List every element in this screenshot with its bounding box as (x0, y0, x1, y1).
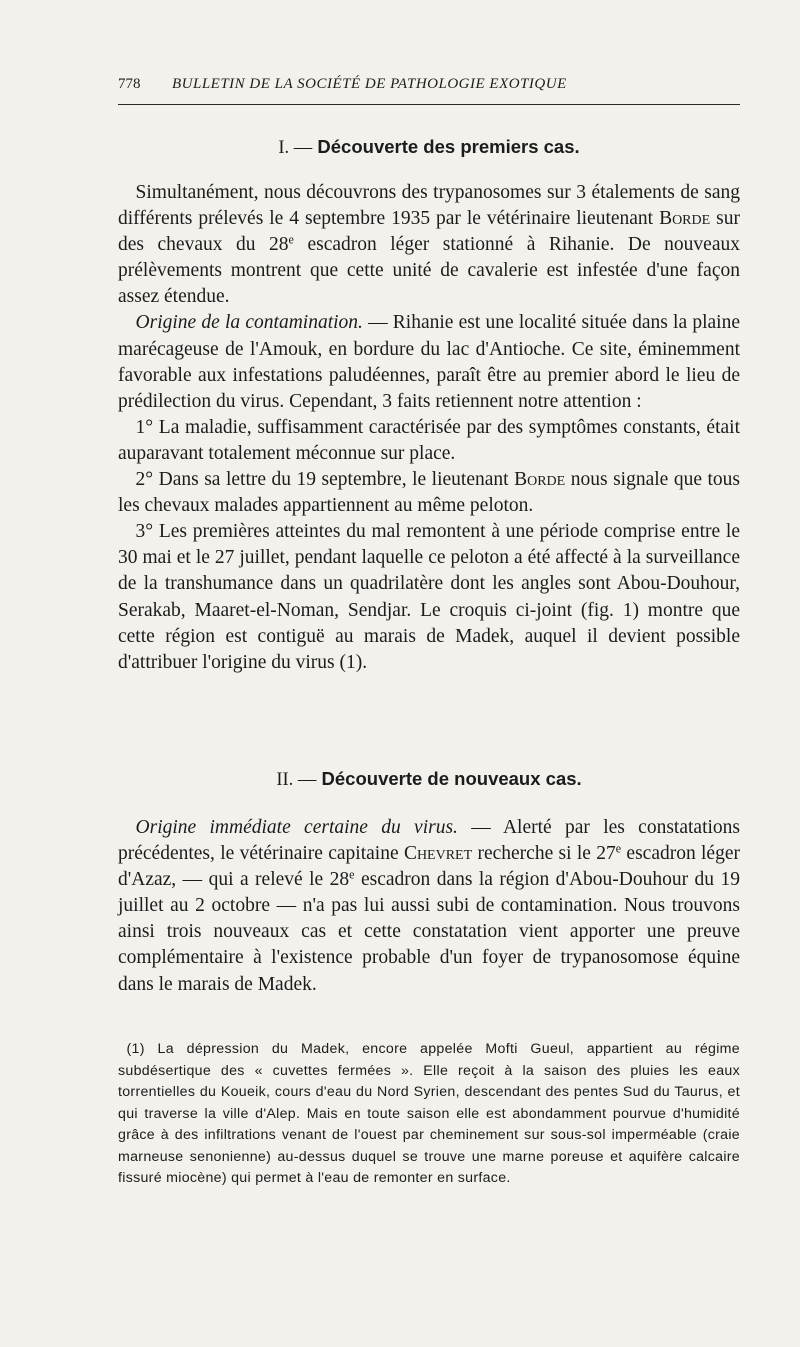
text-run: sur des chevaux du 28 (118, 208, 740, 256)
text-run: escadron dans la région d'Abou-Douhour du 19 juillet au 2 octobre — n'a pas lui aussi subi de contamination. Nous trouvons ainsi trois nouveaux cas et cette constatation vient apporter une preuve complémentaire à l'existence probable d'un foyer de trypanosomose équine dans le marais de Madek. (118, 869, 740, 995)
author-name: Chevret (403, 843, 473, 865)
text-run: recherche si le 27 (472, 843, 616, 865)
header-rule (118, 104, 740, 105)
text-run: escadron léger d'Azaz, — qui a relevé le 28 (118, 843, 740, 891)
footnote-text: (1) La dépression du Madek, encore appelée Mofti Gueul, appartient au régime subdésertique des « cuvettes fermées ». Elle reçoit à la saison des pluies les eaux torrentielles du Koueik, cours d'eau du Nord Syrien, descendant des pentes Sud du Taurus, et qui traverse la ville d'Alep. Mais en toute saison elle est abondamment pourvue d'humidité grâce à des infiltrations venant de l'ouest par cheminement sur sous-sol imperméable (craie marneuse senonienne) au-dessus duquel se trouve une marne poreuse et aquifère calcaire fissuré miocène) qui permet à l'eau de remonter en surface. (118, 1041, 740, 1186)
text-run: escadron léger stationné à Rihanie. De nouveaux prélèvements montrent que cette unité de cavalerie est infestée d'une façon assez étendue. (118, 234, 740, 308)
paragraph-fact-1: 1° La maladie, suffisamment caractérisée par des symptômes constants, était auparavant totalement méconnue sur place. (118, 416, 740, 464)
section-1-title: Découverte des premiers cas. (317, 136, 580, 157)
paragraph-discovery (118, 180, 740, 310)
text-run: — Rihanie est une localité située dans la plaine marécageuse de l'Amouk, en bordure du lac d'Antioche. Ce site, éminemment favorable aux infestations paludéennes, paraît être au premier abord le lieu de prédilection du virus. Cependant, 3 faits retiennent notre attention : (118, 312, 740, 412)
text-run: 2° Dans sa lettre du 19 septembre, le lieutenant (135, 469, 515, 491)
section-2-body (118, 815, 740, 998)
running-title: BULLETIN DE LA SOCIÉTÉ DE PATHOLOGIE EXOTIQUE (172, 76, 567, 92)
paragraph-lead: Origine de la contamination. (135, 312, 363, 334)
paragraph-fact-2 (118, 467, 740, 519)
section-2-title: Découverte de nouveaux cas. (321, 768, 582, 789)
page-number: 778 (118, 76, 141, 92)
section-1-body (118, 180, 740, 676)
text-run: nous signale que tous les chevaux malades appartiennent au même peloton. (118, 469, 740, 517)
section-2-number: II. — (276, 770, 317, 790)
superscript: e (615, 841, 622, 856)
author-name: Borde (659, 208, 711, 230)
text-run: Simultanément, nous découvrons des trypanosomes sur 3 étalements de sang différents prélevés le 4 septembre 1935 par le vétérinaire lieutenant (118, 182, 740, 230)
paragraph-lead: Origine immédiate certaine du virus. (135, 817, 458, 838)
footnote (118, 1039, 740, 1190)
paragraph-origin (118, 310, 740, 414)
superscript: e (349, 867, 355, 882)
author-name: Borde (514, 469, 566, 491)
text-run: — Alerté par les constatations précédentes, le vétérinaire capitaine (118, 817, 740, 865)
paragraph-new-cases (118, 815, 740, 998)
section-heading-1 (118, 136, 740, 159)
section-heading-2 (118, 768, 740, 791)
superscript: e (288, 232, 294, 247)
section-1-number: I. — (278, 138, 313, 158)
paragraph-fact-3: 3° Les premières atteintes du mal remontent à une période comprise entre le 30 mai et le 27 juillet, pendant laquelle ce peloton a été affecté à la surveillance de la transhumance dans un quadrilatère dont les angles sont Abou-Douhour, Serakab, Maaret-el-Noman, Sendjar. Le croquis ci-joint (fig. 1) montre que cette région est contiguë au marais de Madek, auquel il devient possible d'attribuer l'origine du virus (1). (118, 521, 740, 673)
